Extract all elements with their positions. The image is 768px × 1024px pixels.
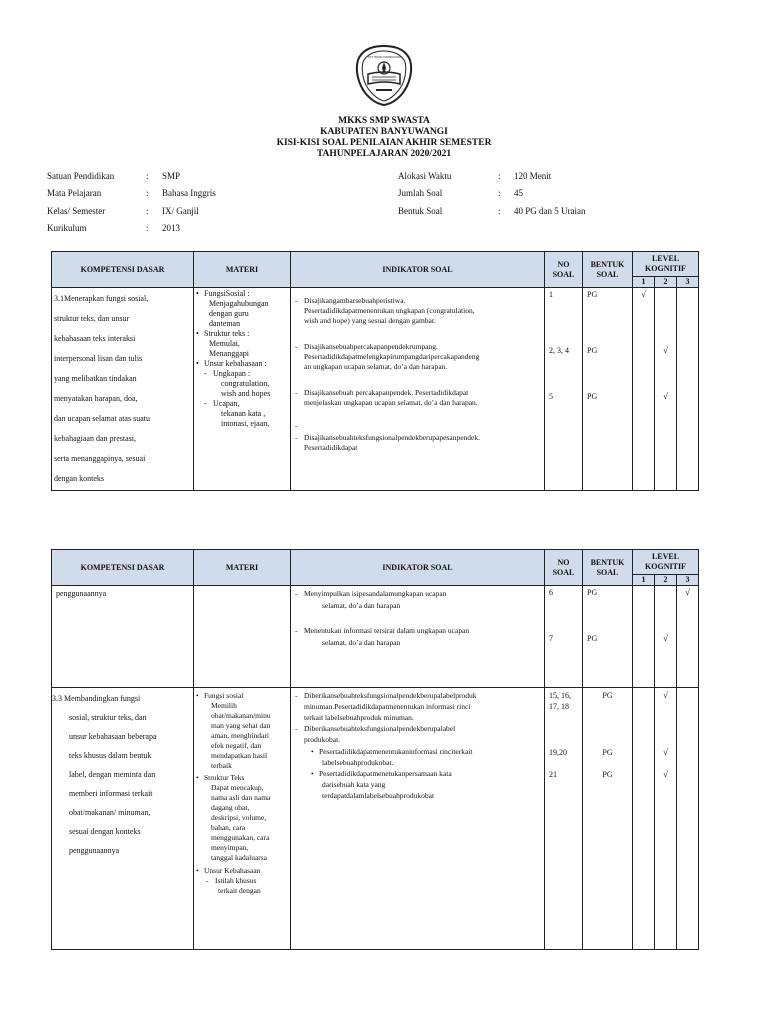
header-no-soal-line1: NO <box>557 259 570 269</box>
no-soal-value: 5 <box>549 392 553 401</box>
bentuk-soal-value: PG <box>587 290 598 299</box>
kd-line: sosial, struktur teks, dan <box>69 713 147 722</box>
bentuk-soal-value: PG <box>602 770 613 779</box>
bentuk-soal-cell <box>583 288 633 491</box>
bentuk-soal-value: PG <box>587 588 598 597</box>
header-materi: MATERI <box>194 550 291 586</box>
info-value-kelas: IX/ Ganjil <box>162 206 199 216</box>
no-soal-value: 7 <box>549 634 553 643</box>
indikator-item: - Menentukan informasi tersirat dalam ungkapan ucapan <box>295 626 469 636</box>
kd-line: serta menanggapinya, sesuai <box>54 454 146 463</box>
header-line-4: TAHUNPELAJARAN 2020/2021 <box>316 149 452 159</box>
info-label-kelas: Kelas/ Semester <box>47 206 106 216</box>
check-mark: √ <box>663 345 668 355</box>
materi-bullet: • FungsiSosial : <box>196 289 288 299</box>
header-level-line1: LEVEL <box>651 254 680 263</box>
indikator-item: - Diberikansebuahteksfungsionalpendekberupalabelproduk <box>295 691 476 701</box>
materi-bullet: • Struktur Teks <box>196 773 288 783</box>
no-soal-value: 15, 16, <box>549 691 571 700</box>
level-3-cell <box>677 586 699 688</box>
materi-line: menyimpan, <box>211 843 249 852</box>
header-bentuk-soal <box>583 252 633 288</box>
header-level-line2: KOGNITIF <box>645 562 686 571</box>
check-mark: √ <box>663 633 668 643</box>
header-level-line1: LEVEL <box>651 552 680 561</box>
header-level-1: 1 <box>633 575 655 586</box>
materi-line: bahan, cara <box>211 823 246 832</box>
materi-line: Menanggapi <box>209 349 249 358</box>
indikator-line: labelsebuahprodukobat. <box>322 758 394 767</box>
kd-cell <box>52 586 194 688</box>
indikator-line: terkait labelsebuahproduk minuman. <box>304 713 414 722</box>
kd-line: yang melibatkan tindakan <box>54 374 137 383</box>
info-colon: : <box>498 188 501 198</box>
materi-line: menggunakan, cara <box>211 833 270 842</box>
header-no-soal <box>545 252 583 288</box>
materi-line: nama asli dan nama <box>211 793 271 802</box>
kd-line: memberi informasi terkait <box>69 789 153 798</box>
kd-line: unsur kebahasaan beberapa <box>69 732 157 741</box>
materi-line: tekanan kata , <box>221 409 266 418</box>
level-3-cell <box>677 288 699 491</box>
bentuk-soal-cell <box>583 586 633 688</box>
materi-dash: - Ucapan, <box>196 399 288 409</box>
kd-line: penggunaannya <box>56 589 107 598</box>
info-colon: : <box>498 171 501 181</box>
indikator-cell <box>291 688 545 950</box>
indikator-line: Pesertadidikdapatmenentukan ungkapan (congratulation, <box>304 306 475 315</box>
kd-line: teks khusus dalam bentuk <box>69 751 152 760</box>
tut-wuri-handayani-logo <box>354 44 414 106</box>
header-indikator-soal: INDIKATOR SOAL <box>291 252 545 288</box>
header-kompetensi-dasar: KOMPETENSI DASAR <box>52 252 194 288</box>
no-soal-value: 19,20 <box>549 748 567 757</box>
indikator-item: - Disajikansebuah percakapanpendek. Pesertadidikdapat <box>295 388 468 398</box>
bentuk-soal-value: PG <box>587 634 598 643</box>
level-1-cell <box>633 688 655 950</box>
materi-line: terbaik <box>211 761 232 770</box>
materi-line: wish and hopes <box>221 389 271 398</box>
header-level-1: 1 <box>633 277 655 288</box>
materi-line: obat/makanan/minu <box>211 711 271 720</box>
level-3-cell <box>677 688 699 950</box>
header-no-soal-line2: SOAL <box>552 269 575 279</box>
indikator-line: produkobat. <box>304 735 341 744</box>
materi-line: dengan guru <box>209 309 249 318</box>
kd-line: dan ucapan selamat atas suatu <box>54 414 150 423</box>
indikator-line: darisebuah kata yang <box>322 780 386 789</box>
materi-dash: - Istilah khusus <box>196 876 288 886</box>
materi-line: Menjagahubungan <box>209 299 269 308</box>
info-label-alokasi: Alokasi Waktu <box>398 171 452 181</box>
materi-line: efek negatif, dan <box>211 741 262 750</box>
info-value-kurikulum: 2013 <box>162 223 180 233</box>
materi-line: tanggal kadaluarsa <box>211 853 268 862</box>
materi-bullet: • Unsur Kebahasaan <box>196 866 288 876</box>
no-soal-value: 21 <box>549 770 557 779</box>
info-colon: : <box>146 188 149 198</box>
header-level-2: 2 <box>655 575 677 586</box>
no-soal-cell <box>545 586 583 688</box>
kd-line: 3.1Menerapkan fungsi sosial, <box>54 294 149 303</box>
materi-cell <box>194 288 291 491</box>
materi-bullet: • Fungsi sosial <box>196 691 288 701</box>
bentuk-soal-value: PG <box>602 748 613 757</box>
header-level-3: 3 <box>677 277 699 288</box>
materi-line: deskripsi, volume, <box>211 813 267 822</box>
check-mark: √ <box>663 690 668 700</box>
materi-line: Memilih <box>211 701 237 710</box>
indikator-line: Pesertadidikdapat <box>304 443 358 452</box>
level-1-cell <box>633 586 655 688</box>
kd-line: obat/makanan/ minuman, <box>69 808 151 817</box>
no-soal-cell <box>545 688 583 950</box>
kd-cell <box>52 688 194 950</box>
header-bentuk-soal-line1: BENTUK <box>590 557 625 567</box>
info-label-mapel: Mata Pelajaran <box>47 188 102 198</box>
kd-line: 3.3 Membandingkan fungsi <box>52 694 141 703</box>
indikator-line: terdapatdalamlabelsebuahprodukobat <box>322 791 435 800</box>
materi-line: danteman <box>209 319 241 328</box>
info-colon: : <box>146 223 149 233</box>
kisi-kisi-table-2 <box>51 549 699 950</box>
no-soal-value: 2, 3, 4 <box>549 346 569 355</box>
kd-line: label, dengan meminta dan <box>69 770 156 779</box>
materi-bullet: • Unsur kebahasaan : <box>196 359 288 369</box>
bentuk-soal-value: PG <box>602 691 613 700</box>
materi-line: intonasi, ejaan, <box>221 419 270 428</box>
materi-line: man yang sehat dan <box>211 721 271 730</box>
kd-line: menyatakan harapan, doa, <box>54 394 138 403</box>
indikator-bullet: • Pesertadidikdapatmenentukaninformasi rinciterkait <box>311 747 473 757</box>
header-bentuk-soal-line2: SOAL <box>596 269 619 279</box>
check-mark: √ <box>685 587 690 597</box>
indikator-line: selamat, do’a dan harapan <box>322 638 401 647</box>
materi-line: congratulation, <box>221 379 270 388</box>
check-mark: √ <box>663 747 668 757</box>
info-colon: : <box>498 206 501 216</box>
no-soal-value: 6 <box>549 588 553 597</box>
info-value-jumlah: 45 <box>514 188 523 198</box>
check-mark: √ <box>663 391 668 401</box>
indikator-line: minuman.Pesertadidikdapatmenentukan informasi rinci <box>304 702 471 711</box>
header-no-soal <box>545 550 583 586</box>
svg-text:TUT WURI HANDAYANI: TUT WURI HANDAYANI <box>367 55 401 59</box>
indikator-line: menjelaskan ungkapan ucapan selamat, do’a dan harapan. <box>304 398 478 407</box>
materi-cell <box>194 586 291 688</box>
materi-line: Memulai, <box>209 339 240 348</box>
info-label-satuan: Satuan Pendidikan <box>47 171 115 181</box>
header-bentuk-soal <box>583 550 633 586</box>
check-mark: √ <box>663 769 668 779</box>
level-2-cell <box>655 288 677 491</box>
indikator-line: an ungkapan ucapan selamat, do’a dan harapan. <box>304 362 448 371</box>
info-label-kurikulum: Kurikulum <box>47 223 87 233</box>
indikator-item: - Menyimpulkan isipesandalamungkapan ucapan <box>295 589 446 599</box>
level-2-cell <box>655 586 677 688</box>
header-line-1: MKKS SMP SWASTA <box>338 116 430 126</box>
header-bentuk-soal-line1: BENTUK <box>590 259 625 269</box>
materi-line: Dapat mencakup, <box>211 783 264 792</box>
materi-dash: - Ungkapan : <box>196 369 288 379</box>
info-label-bentuk: Bentuk Soal <box>398 206 443 216</box>
info-colon: : <box>146 206 149 216</box>
kd-line: interpersonal lisan dan tulis <box>54 354 143 363</box>
indikator-line: selamat, do’a dan harapan <box>322 601 401 610</box>
materi-line: mendapatkan hasil <box>211 751 268 760</box>
header-indikator-soal: INDIKATOR SOAL <box>291 550 545 586</box>
kd-line: dengan konteks <box>54 474 104 483</box>
info-value-mapel: Bahasa Inggris <box>162 188 216 198</box>
header-line-3: KISI-KISI SOAL PENILAIAN AKHIR SEMESTER <box>276 138 492 148</box>
bentuk-soal-value: PG <box>587 392 598 401</box>
kd-line: struktur teks, dan unsur <box>54 314 130 323</box>
kd-cell <box>52 288 194 491</box>
kd-line: sesuai dengan konteks <box>69 827 141 836</box>
check-mark: √ <box>641 289 646 299</box>
info-colon: : <box>146 171 149 181</box>
header-bentuk-soal-line2: SOAL <box>596 567 619 577</box>
bentuk-soal-cell <box>583 688 633 950</box>
indikator-cell <box>291 288 545 491</box>
info-value-alokasi: 120 Menit <box>514 171 552 181</box>
indikator-item-empty <box>295 421 304 431</box>
materi-line: dagang obat, <box>211 803 250 812</box>
header-kompetensi-dasar: KOMPETENSI DASAR <box>52 550 194 586</box>
indikator-line: Pesertadidikdapatmelengkapirumpangdaripercakapandeng <box>304 352 480 361</box>
info-value-bentuk: 40 PG dan 5 Uraian <box>514 206 586 216</box>
info-label-jumlah: Jumlah Soal <box>398 188 443 198</box>
indikator-item: - Disajikansebuahpercakapanpendekrumpang. <box>295 342 438 352</box>
header-level-kognitif <box>633 252 699 277</box>
no-soal-value: 17, 18 <box>549 702 569 711</box>
header-level-3: 3 <box>677 575 699 586</box>
no-soal-cell <box>545 288 583 491</box>
kd-line: kebahagiaan dan prestasi, <box>54 434 136 443</box>
indikator-cell <box>291 586 545 688</box>
header-no-soal-line1: NO <box>557 557 570 567</box>
materi-cell <box>194 688 291 950</box>
level-2-cell <box>655 688 677 950</box>
materi-line: aman, menghindari <box>211 731 269 740</box>
indikator-item: - Diberikansebuahteksfungsionalpendekberupalabel <box>295 724 455 734</box>
materi-line: terkait dengan <box>218 886 261 895</box>
materi-bullet: • Struktur teks : <box>196 329 288 339</box>
indikator-line: wish and hope) yang sesuai dengan gambar. <box>304 316 436 325</box>
header-level-line2: KOGNITIF <box>645 264 686 273</box>
no-soal-value: 1 <box>549 290 553 299</box>
kd-line: kebahasaan teks interaksi <box>54 334 136 343</box>
kisi-kisi-table-1 <box>51 251 699 491</box>
header-level-kognitif <box>633 550 699 575</box>
indikator-bullet: • Pesertadidikdapatmenetukanpersamaan kata <box>311 769 452 779</box>
level-1-cell <box>633 288 655 491</box>
header-no-soal-line2: SOAL <box>552 567 575 577</box>
header-line-2: KABUPATEN BANYUWANGI <box>320 127 448 137</box>
indikator-item: - Disajikansebuahteksfungsionalpendekberupapesanpendek. <box>295 433 480 443</box>
info-value-satuan: SMP <box>162 171 181 181</box>
indikator-item: - Disajikangambarsebuahperistiwa. <box>295 296 405 306</box>
kd-line: penggunaannya <box>69 846 120 855</box>
bentuk-soal-value: PG <box>587 346 598 355</box>
header-materi: MATERI <box>194 252 291 288</box>
header-level-2: 2 <box>655 277 677 288</box>
